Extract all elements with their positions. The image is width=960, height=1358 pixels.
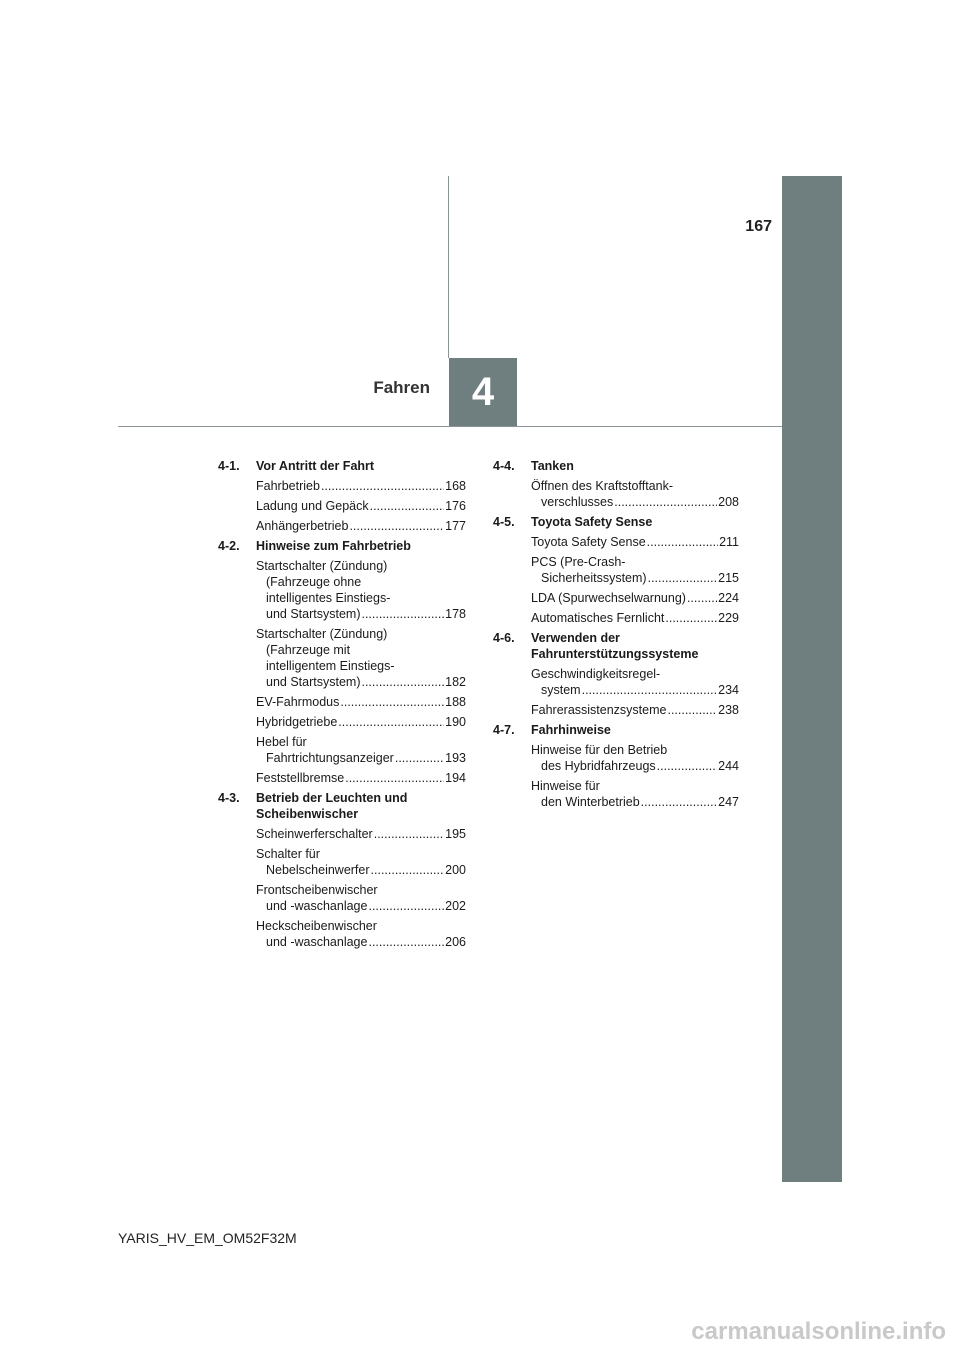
toc-page-number: 182 — [445, 675, 466, 689]
page-number: 167 — [745, 218, 772, 235]
toc-entry-line — [531, 610, 739, 626]
toc-entry-text: den Winterbetrieb — [541, 795, 640, 809]
toc-entry[interactable] — [531, 742, 739, 774]
toc-entry-text: Hinweise für den Betrieb — [531, 743, 668, 757]
toc-dot-leader — [368, 898, 444, 914]
toc-entry-text: Startschalter (Zündung) — [256, 627, 388, 641]
toc-entry-text: system — [541, 683, 581, 697]
toc-dot-leader — [687, 590, 717, 606]
toc-page-number: 177 — [445, 519, 466, 533]
toc-page-number: 193 — [445, 751, 466, 765]
toc-entry-text: und Startsystem) — [266, 607, 361, 621]
toc-entry-text: Frontscheibenwischer — [256, 883, 378, 897]
toc-page-number: 190 — [445, 715, 466, 729]
toc-dot-leader — [368, 934, 444, 950]
toc-entry-text: Hinweise für — [531, 779, 600, 793]
toc-entry-line — [531, 570, 739, 586]
toc-entry[interactable] — [531, 666, 739, 698]
chapter-number-box — [449, 358, 517, 426]
toc-entry-text: verschlusses — [541, 495, 614, 509]
toc-entry-text: Heckscheibenwischer — [256, 919, 377, 933]
toc-section — [218, 790, 466, 950]
toc-entry[interactable] — [531, 778, 739, 810]
toc-entry-line — [256, 694, 466, 710]
toc-entry-text: Anhängerbetrieb — [256, 519, 349, 533]
toc-entry-text: Geschwindigkeitsregel- — [531, 667, 661, 681]
toc-dot-leader — [614, 494, 717, 510]
toc-page-number: 168 — [445, 479, 466, 493]
toc-entry-text: Schalter für — [256, 847, 320, 861]
toc-entry-line — [256, 642, 466, 658]
toc-page-number: 229 — [718, 611, 739, 625]
toc-entry-text: intelligentem Einstiegs- — [266, 659, 395, 673]
toc-entry-text: EV-Fahrmodus — [256, 695, 340, 709]
toc-dot-leader — [345, 770, 444, 786]
toc-dot-leader — [647, 534, 718, 550]
toc-dot-leader — [361, 606, 444, 622]
toc-entry[interactable] — [531, 478, 739, 510]
toc-entry-line — [531, 666, 739, 682]
toc-section — [493, 514, 739, 626]
toc-entry[interactable] — [256, 626, 466, 690]
toc-section-number: 4-4. — [493, 459, 515, 473]
toc-entry-line — [256, 918, 466, 934]
toc-dot-leader — [641, 794, 717, 810]
toc-entry-line — [256, 590, 466, 606]
toc-entry-line — [256, 750, 466, 766]
toc-entry-text: und Startsystem) — [266, 675, 361, 689]
toc-entry[interactable] — [256, 734, 466, 766]
toc-entry-line — [531, 778, 739, 794]
toc-entry-line — [531, 742, 739, 758]
toc-page-number: 195 — [445, 827, 466, 841]
toc-entry-line — [256, 674, 466, 690]
toc-section-number: 4-7. — [493, 723, 515, 737]
toc-page-number: 188 — [445, 695, 466, 709]
toc-entry[interactable] — [256, 498, 466, 514]
toc-section-number: 4-5. — [493, 515, 515, 529]
toc-section — [493, 630, 739, 718]
toc-entry[interactable] — [531, 590, 739, 606]
toc-entry-text: Startschalter (Zündung) — [256, 559, 388, 573]
toc-section-title: Tanken — [531, 459, 574, 473]
toc-dot-leader — [667, 702, 717, 718]
toc-entry-text: des Hybridfahrzeugs — [541, 759, 656, 773]
horizontal-divider — [118, 426, 782, 427]
toc-page-number: 238 — [718, 703, 739, 717]
toc-dot-leader — [349, 518, 444, 534]
toc-entry[interactable] — [531, 534, 739, 550]
toc-section-heading — [493, 722, 739, 738]
toc-entry[interactable] — [256, 518, 466, 534]
toc-page-number: 194 — [445, 771, 466, 785]
toc-entry-text: Automatisches Fernlicht — [531, 611, 665, 625]
toc-entry-text: intelligentes Einstiegs- — [266, 591, 391, 605]
toc-entry-text: (Fahrzeuge mit — [266, 643, 351, 657]
toc-entry-line — [531, 494, 739, 510]
toc-entry-line — [256, 518, 466, 534]
toc-dot-leader — [648, 570, 718, 586]
toc-section-heading — [493, 514, 739, 530]
toc-page-number: 215 — [718, 571, 739, 585]
toc-section-title: Fahrhinweise — [531, 723, 611, 737]
toc-entry-text: Scheinwerferschalter — [256, 827, 373, 841]
toc-dot-leader — [582, 682, 718, 698]
toc-page-number: 178 — [445, 607, 466, 621]
toc-dot-leader — [371, 862, 445, 878]
toc-entry-text: Ladung und Gepäck — [256, 499, 369, 513]
toc-entry-line — [256, 862, 466, 878]
toc-entry-text: Fahrbetrieb — [256, 479, 320, 493]
toc-entry[interactable] — [256, 826, 466, 842]
toc-section — [493, 722, 739, 810]
toc-section-heading — [493, 630, 739, 662]
chapter-side-tab — [782, 176, 842, 1182]
toc-entry-text: Toyota Safety Sense — [531, 535, 646, 549]
toc-section-title: Verwenden der Fahrunterstützungssysteme — [531, 631, 699, 661]
watermark: carmanualsonline.info — [691, 1318, 946, 1345]
toc-dot-leader — [338, 714, 444, 730]
toc-section-number: 4-6. — [493, 631, 515, 645]
toc-entry[interactable] — [531, 610, 739, 626]
toc-entry-text: (Fahrzeuge ohne — [266, 575, 362, 589]
toc-entry-text: Fahrtrichtungsanzeiger — [266, 751, 394, 765]
chapter-title: Fahren — [373, 378, 430, 397]
toc-entry-text: und -waschanlage — [266, 899, 368, 913]
toc-entry-text: Hebel für — [256, 735, 307, 749]
toc-page-number: 224 — [718, 591, 739, 605]
toc-page-number: 234 — [718, 683, 739, 697]
toc-entry-line — [256, 478, 466, 494]
toc-entry-line — [256, 826, 466, 842]
toc-section — [493, 458, 739, 510]
toc-entry-line — [256, 558, 466, 574]
toc-section — [218, 458, 466, 534]
toc-entry-text: PCS (Pre-Crash- — [531, 555, 626, 569]
toc-entry-text: LDA (Spurwechselwarnung) — [531, 591, 686, 605]
toc-entry-line — [256, 770, 466, 786]
toc-entry-line — [256, 846, 466, 862]
toc-entry-text: Öffnen des Kraftstofftank- — [531, 479, 673, 493]
toc-entry-line — [531, 590, 739, 606]
toc-section-heading — [218, 790, 466, 822]
toc-entry-line — [256, 714, 466, 730]
toc-section-title: Vor Antritt der Fahrt — [256, 459, 375, 473]
toc-right-column — [493, 458, 739, 814]
toc-section-number: 4-2. — [218, 539, 240, 553]
toc-dot-leader — [340, 694, 444, 710]
toc-entry-text: Sicherheitssystem) — [541, 571, 647, 585]
toc-page-number: 200 — [445, 863, 466, 877]
toc-entry[interactable] — [256, 478, 466, 494]
toc-dot-leader — [361, 674, 444, 690]
toc-page-number: 206 — [445, 935, 466, 949]
toc-section-heading — [493, 458, 739, 474]
toc-section-number: 4-3. — [218, 791, 240, 805]
toc-page-number: 211 — [719, 535, 739, 549]
toc-entry-line — [256, 898, 466, 914]
toc-page-number: 202 — [445, 899, 466, 913]
toc-entry-line — [256, 658, 466, 674]
toc-entry-line — [256, 574, 466, 590]
toc-entry-line — [256, 606, 466, 622]
toc-section-title: Hinweise zum Fahrbetrieb — [256, 539, 411, 553]
toc-entry-text: Nebelscheinwerfer — [266, 863, 370, 877]
toc-entry-line — [531, 478, 739, 494]
toc-entry-text: Hybridgetriebe — [256, 715, 338, 729]
toc-entry-line — [256, 934, 466, 950]
toc-entry-text: Feststellbremse — [256, 771, 345, 785]
toc-entry[interactable] — [256, 558, 466, 622]
toc-entry[interactable] — [531, 554, 739, 586]
toc-entry-line — [256, 626, 466, 642]
toc-entry-text: und -waschanlage — [266, 935, 368, 949]
chapter-number: 4 — [471, 369, 495, 414]
toc-entry-line — [531, 554, 739, 570]
toc-dot-leader — [370, 498, 445, 514]
toc-page-number: 247 — [718, 795, 739, 809]
toc-dot-leader — [665, 610, 717, 626]
toc-entry[interactable] — [256, 714, 466, 730]
toc-entry-line — [531, 534, 739, 550]
toc-entry[interactable] — [256, 694, 466, 710]
toc-entry[interactable] — [256, 918, 466, 950]
toc-entry[interactable] — [256, 882, 466, 914]
toc-entry[interactable] — [256, 846, 466, 878]
toc-entry-line — [531, 682, 739, 698]
toc-section-title: Betrieb der Leuchten und Scheibenwischer — [256, 791, 408, 821]
toc-entry-text: Fahrerassistenzsysteme — [531, 703, 667, 717]
toc-section-number: 4-1. — [218, 459, 240, 473]
toc-section-title: Toyota Safety Sense — [531, 515, 653, 529]
toc-dot-leader — [374, 826, 444, 842]
toc-entry-line — [256, 882, 466, 898]
toc-entry-line — [531, 758, 739, 774]
toc-dot-leader — [395, 750, 444, 766]
toc-dot-leader — [657, 758, 717, 774]
toc-entry-line — [531, 794, 739, 810]
toc-page-number: 244 — [718, 759, 739, 773]
toc-section-heading — [218, 458, 466, 474]
toc-section-heading — [218, 538, 466, 554]
toc-entry-line — [256, 498, 466, 514]
toc-dot-leader — [321, 478, 444, 494]
toc-entry-line — [531, 702, 739, 718]
toc-entry-line — [256, 734, 466, 750]
toc-page-number: 208 — [718, 495, 739, 509]
toc-entry[interactable] — [531, 702, 739, 718]
toc-page-number: 176 — [445, 499, 466, 513]
toc-section — [218, 538, 466, 786]
toc-entry[interactable] — [256, 770, 466, 786]
toc-left-column — [218, 458, 466, 954]
footer-code: YARIS_HV_EM_OM52F32M — [118, 1230, 297, 1246]
vertical-divider — [448, 176, 449, 358]
